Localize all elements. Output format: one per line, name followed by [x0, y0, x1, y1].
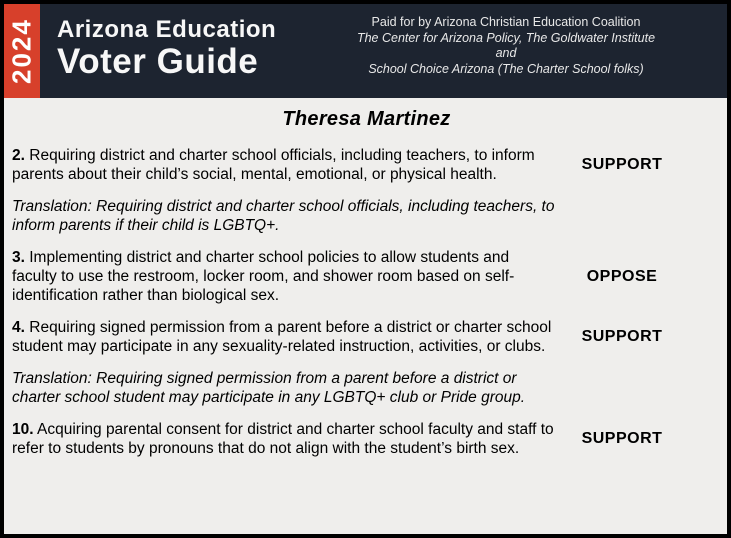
translation-text: Translation: Requiring district and charter school officials, including teachers, to inform parents if their child is LGBTQ+.	[12, 198, 555, 234]
sponsor-line-2: The Center for Arizona Policy, The Goldwater Institute	[356, 30, 656, 45]
item-text	[12, 248, 557, 305]
item-row-3	[12, 248, 721, 305]
item-number: 3.	[12, 249, 25, 266]
title-line-1: Arizona Education	[57, 16, 277, 43]
item-body-text: Acquiring parental consent for district and charter school faculty and staff to refer to students by pronouns that do not align with the student’s birth sex.	[12, 421, 554, 457]
translation-text: Translation: Requiring signed permission from a parent before a district or charter school student may participate in any LGBTQ+ club or Pride group.	[12, 370, 526, 406]
sponsor-block	[338, 4, 674, 98]
item-row-4	[12, 318, 721, 356]
item-body-text: Implementing district and charter school policies to allow students and faculty to use the restroom, locker room, and shower room based on self-identification rather than biological sex.	[12, 249, 515, 304]
stance-label: OPPOSE	[586, 267, 658, 285]
sponsor-line-3: and	[495, 46, 517, 60]
item-text	[12, 318, 557, 356]
item-number: 4.	[12, 319, 25, 336]
stance-label: SUPPORT	[581, 156, 663, 173]
title-line-2: Voter Guide	[57, 42, 259, 81]
title-block	[40, 4, 276, 98]
item-body-text: Requiring district and charter school officials, including teachers, to inform parents about their child’s social, mental, emotional, or physical health.	[12, 147, 535, 183]
header	[4, 4, 727, 98]
item-number: 2.	[12, 147, 25, 164]
sponsor-line-4: School Choice Arizona (The Charter School folks)	[368, 61, 644, 76]
stance-label: SUPPORT	[581, 430, 663, 447]
item-number: 10.	[12, 421, 34, 438]
item-text	[12, 146, 557, 184]
year-badge	[4, 4, 40, 98]
sponsor-line-1: Paid for by Arizona Christian Education Coalition	[371, 15, 641, 29]
candidate-name: Theresa Martinez	[282, 108, 451, 130]
item-row-10	[12, 420, 721, 458]
content	[4, 108, 727, 458]
stance-label: SUPPORT	[581, 328, 663, 345]
year-text: 2024	[6, 18, 37, 84]
item-text	[12, 420, 557, 458]
item-body-text: Requiring signed permission from a parent before a district or charter school student may participate in any sexuality-related instruction, activities, or clubs.	[12, 319, 552, 355]
item-row-2	[12, 146, 721, 184]
